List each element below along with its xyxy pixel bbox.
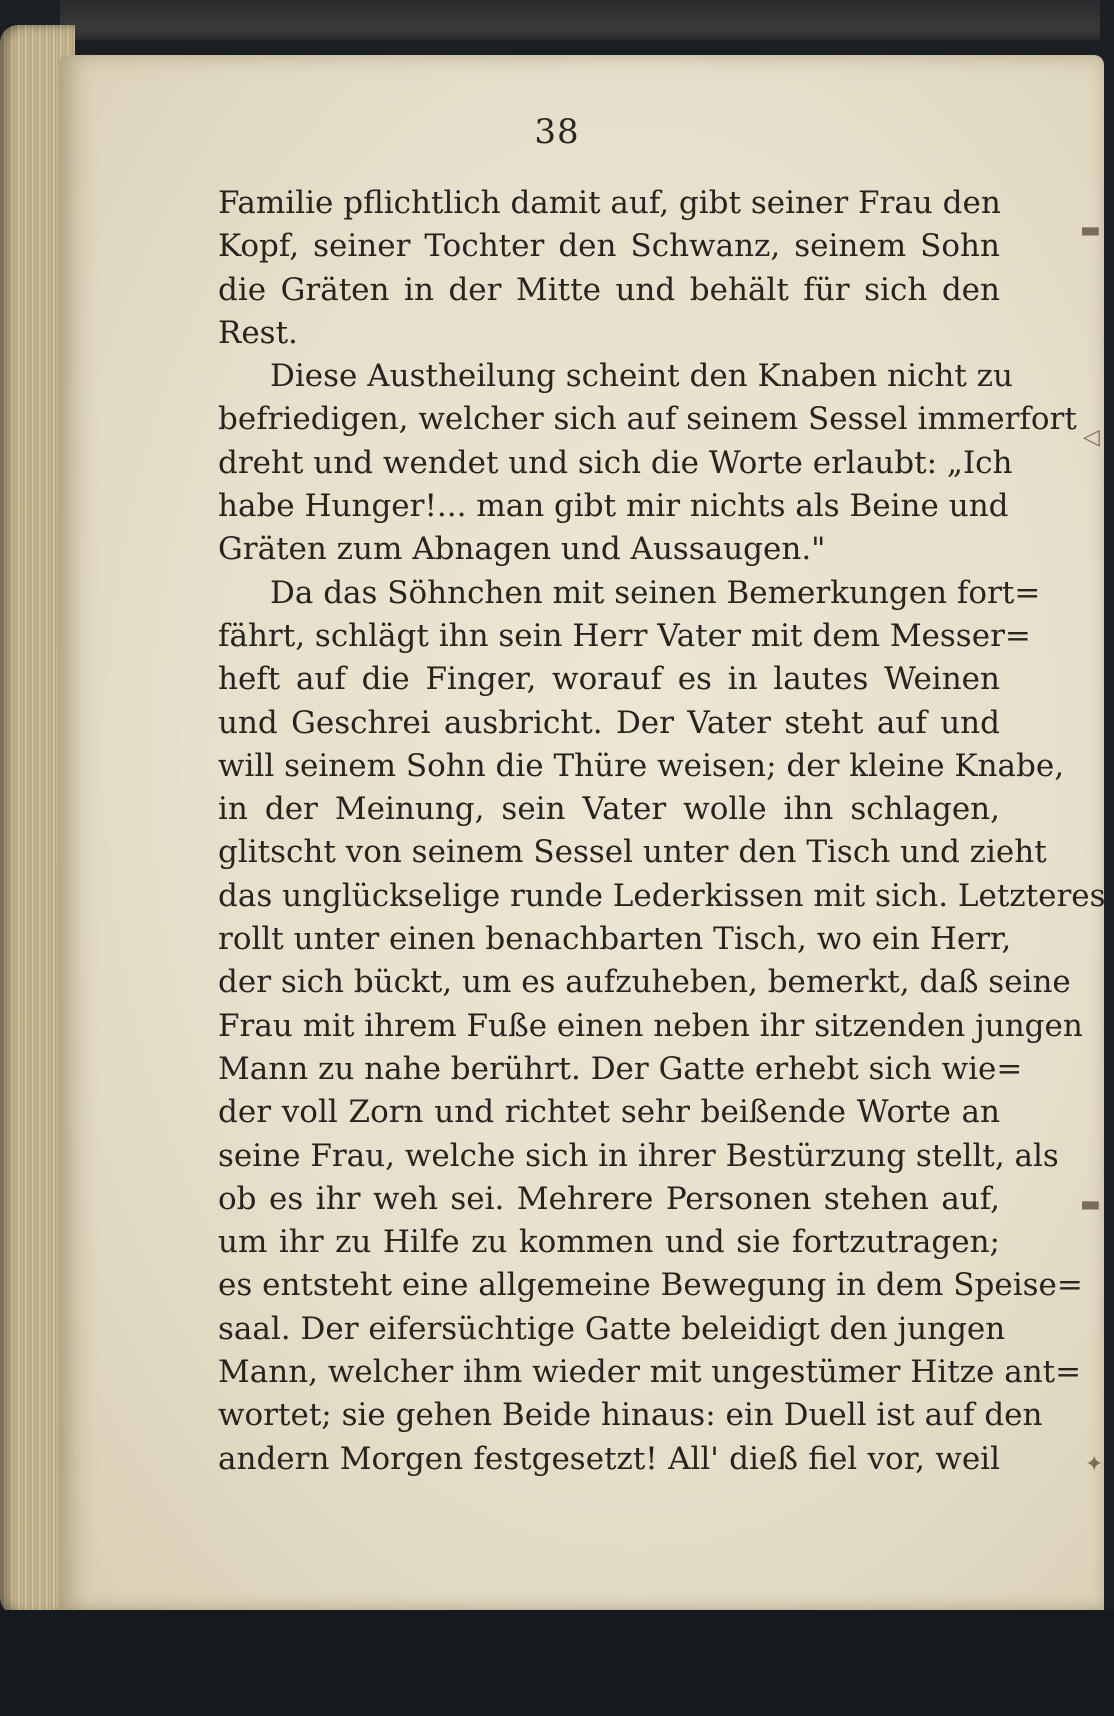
text-line: Mann zu nahe berührt. Der Gatte erhebt sich wie= <box>218 1050 1023 1087</box>
text-line: heft auf die Finger, worauf es in lautes Weinen <box>218 661 1000 698</box>
text-line: befriedigen, welcher sich auf seinem Sessel immerfort <box>218 401 1077 438</box>
text-line: in der Meinung, sein Vater wolle ihn schlagen, <box>218 791 1000 828</box>
text-line: und Geschrei ausbricht. Der Vater steht auf und <box>218 704 1000 741</box>
text-line: die Gräten in der Mitte und behält für sich den <box>218 271 1000 308</box>
text-line: Gräten zum Abnagen und Aussaugen." <box>218 531 826 568</box>
text-line: der sich bückt, um es aufzuheben, bemerkt, daß seine <box>218 964 1071 1001</box>
text-line: Diese Austheilung scheint den Knaben nicht zu <box>270 358 1013 395</box>
margin-mark-icon: ▬ <box>1080 1192 1101 1217</box>
text-line: wortet; sie gehen Beide hinaus: ein Duell ist auf den <box>218 1397 1043 1434</box>
text-line: will seinem Sohn die Thüre weisen; der kleine Knabe, <box>218 747 1065 784</box>
text-line: fährt, schlägt ihn sein Herr Vater mit dem Messer= <box>218 617 1031 654</box>
text-line: andern Morgen festgesetzt! All' dieß fiel vor, weil <box>218 1440 1000 1477</box>
text-line: Da das Söhnchen mit seinen Bemerkungen fort= <box>270 574 1041 611</box>
text-line: dreht und wendet und sich die Worte erlaubt: „Ich <box>218 444 1013 481</box>
text-line: habe Hunger!... man gibt mir nichts als Beine und <box>218 488 1009 525</box>
text-line: rollt unter einen benachbarten Tisch, wo ein Herr, <box>218 921 1012 958</box>
text-line: das unglückselige runde Lederkissen mit sich. Letzteres <box>218 877 1106 914</box>
text-line: Frau mit ihrem Fuße einen neben ihr sitzenden jungen <box>218 1007 1083 1044</box>
text-line: saal. Der eifersüchtige Gatte beleidigt den jungen <box>218 1310 1006 1347</box>
text-line: es entsteht eine allgemeine Bewegung in dem Speise= <box>218 1267 1083 1304</box>
text-line: um ihr zu Hilfe zu kommen und sie fortzutragen; <box>218 1224 1000 1261</box>
page-number: 38 <box>534 112 580 152</box>
text-line: Kopf, seiner Tochter den Schwanz, seinem Sohn <box>218 228 1000 265</box>
text-line: glitscht von seinem Sessel unter den Tisch und zieht <box>218 834 1047 871</box>
margin-mark-icon: ✦ <box>1085 1452 1104 1477</box>
text-line: ob es ihr weh sei. Mehrere Personen stehen auf, <box>218 1180 1000 1217</box>
body-text <box>218 182 1106 1481</box>
book-cover-bottom <box>0 1610 1114 1716</box>
margin-mark-icon: ▬ <box>1080 218 1101 243</box>
text-line: Mann, welcher ihm wieder mit ungestümer Hitze ant= <box>218 1354 1082 1391</box>
text-line: seine Frau, welche sich in ihrer Bestürzung stellt, als <box>218 1137 1059 1174</box>
text-line: der voll Zorn und richtet sehr beißende Worte an <box>218 1094 1000 1131</box>
text-line: Familie pflichtlich damit auf, gibt seiner Frau den <box>218 185 1001 221</box>
text-line: Rest. <box>218 314 298 351</box>
margin-mark-icon: ◁ <box>1083 425 1100 450</box>
book-cover-top <box>60 0 1100 40</box>
